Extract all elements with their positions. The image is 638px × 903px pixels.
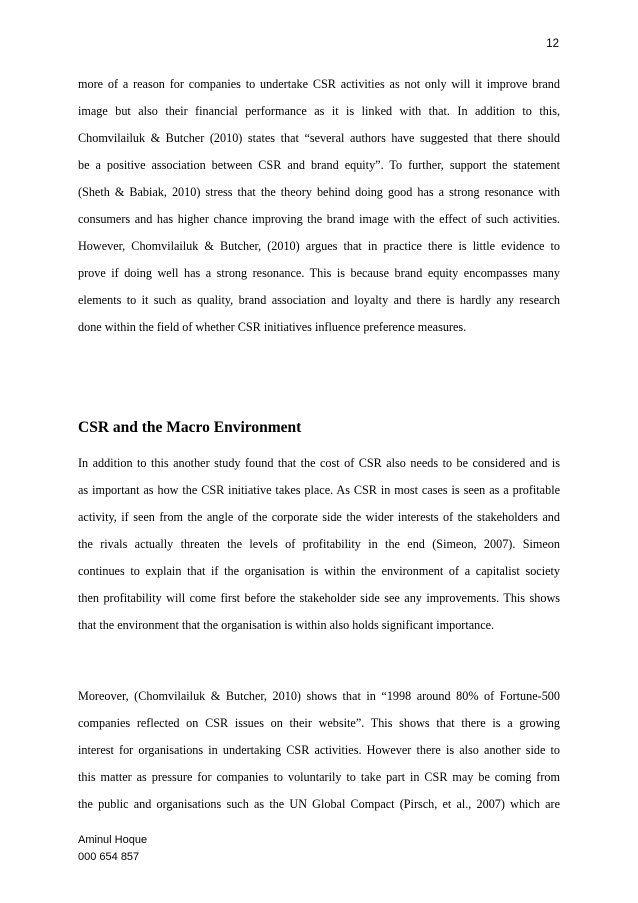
paragraph-line: this matter as pressure for companies to voluntarily to take part in CSR may be coming from <box>78 770 560 784</box>
paragraph-line: Moreover, (Chomvilailuk & Butcher, 2010) shows that in “1998 around 80% of Fortune-500 <box>78 689 560 703</box>
paragraph-line: consumers and has higher chance improving the brand image with the effect of such activities. <box>78 212 560 226</box>
paragraph-line: prove if doing well has a strong resonance. This is because brand equity encompasses many <box>78 266 560 280</box>
paragraph-line: However, Chomvilailuk & Butcher, (2010) argues that in practice there is little evidence to <box>78 239 560 253</box>
paragraph-line: that the environment that the organisation is within also holds significant importance. <box>78 618 495 632</box>
paragraph-line: (Sheth & Babiak, 2010) stress that the theory behind doing good has a strong resonance with <box>78 185 560 199</box>
section-heading: CSR and the Macro Environment <box>78 419 302 436</box>
paragraph-line: be a positive association between CSR and brand equity”. To further, support the statement <box>78 158 560 172</box>
paragraph-line: then profitability will come first before the stakeholder side see any improvements. This shows <box>78 591 560 605</box>
paragraph-line: elements to it such as quality, brand association and loyalty and there is hardly any research <box>78 293 560 307</box>
paragraph-line: Chomvilailuk & Butcher (2010) states that “several authors have suggested that there should <box>78 131 560 145</box>
paragraph-line: more of a reason for companies to undertake CSR activities as not only will it improve brand <box>78 77 560 91</box>
paragraph-line: In addition to this another study found that the cost of CSR also needs to be considered and is <box>78 456 560 470</box>
footer-student-id: 000 654 857 <box>78 851 140 863</box>
page-number: 12 <box>546 38 559 50</box>
footer-author: Aminul Hoque <box>78 834 148 846</box>
paragraph-line: as important as how the CSR initiative takes place. As CSR in most cases is seen as a profitable <box>78 483 560 497</box>
paragraph-line: done within the field of whether CSR initiatives influence preference measures. <box>78 320 467 334</box>
paragraph-line: the public and organisations such as the UN Global Compact (Pirsch, et al., 2007) which are <box>78 797 560 811</box>
paragraph-line: continues to explain that if the organisation is within the environment of a capitalist society <box>78 564 560 578</box>
paragraph-line: interest for organisations in undertaking CSR activities. However there is also another side to <box>78 743 560 757</box>
paragraph-line: image but also their financial performance as it is linked with that. In addition to this, <box>78 104 560 118</box>
paragraph-line: activity, if seen from the angle of the corporate side the wider interests of the stakeholders and <box>78 510 560 524</box>
paragraph-line: the rivals actually threaten the levels of profitability in the end (Simeon, 2007). Simeon <box>78 537 560 551</box>
paragraph-line: companies reflected on CSR issues on their website”. This shows that there is a growing <box>78 716 560 730</box>
